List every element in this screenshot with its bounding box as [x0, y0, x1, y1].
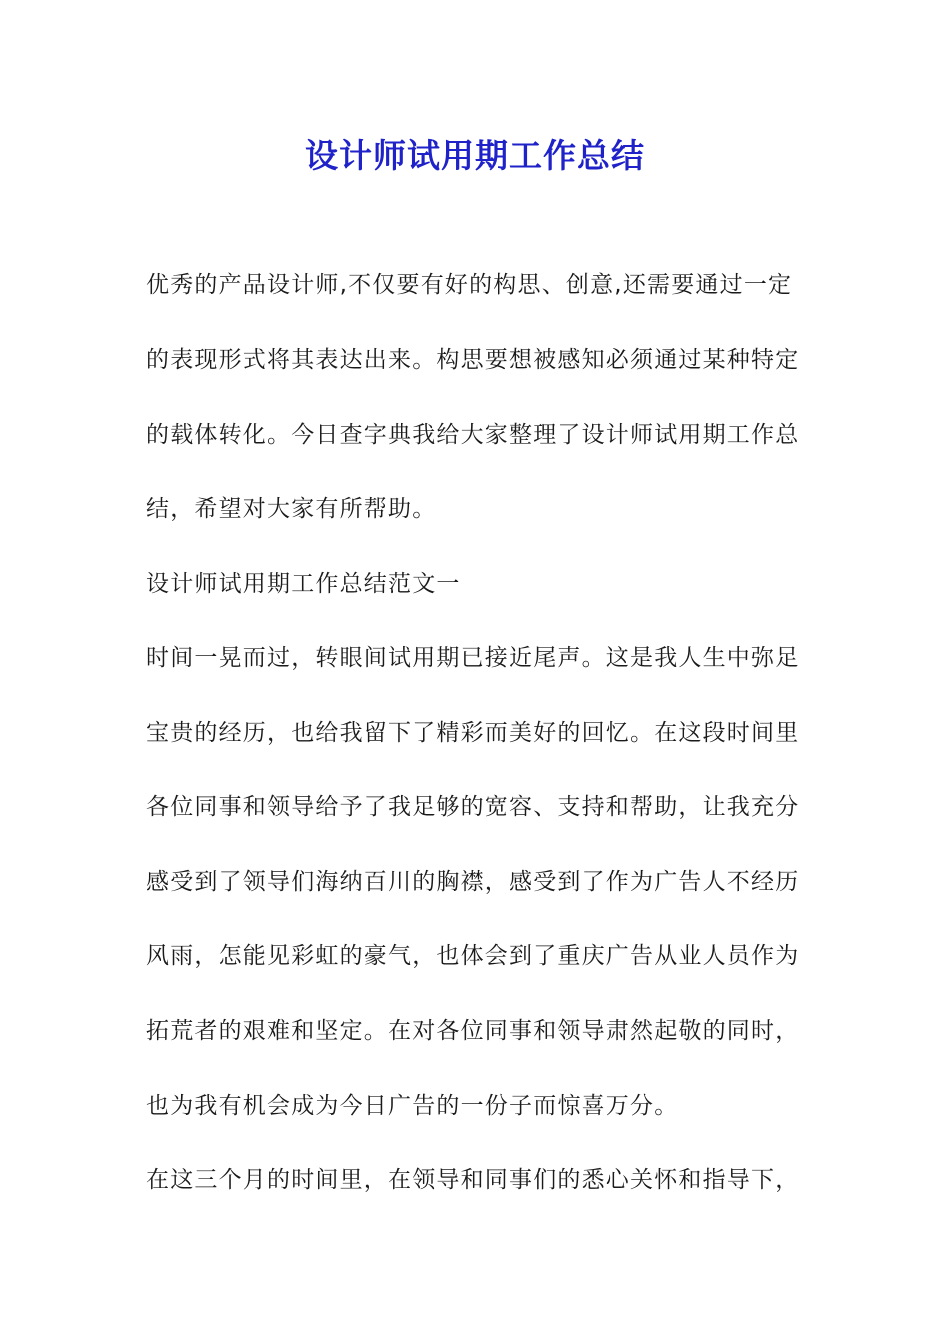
body-line-2: 宝贵的经历，也给我留下了精彩而美好的回忆。在这段时间里 — [146, 720, 800, 746]
intro-line-1: 优秀的产品设计师,不仅要有好的构思、创意,还需要通过一定 — [146, 272, 793, 298]
section-heading: 设计师试用期工作总结范文一 — [146, 571, 461, 597]
body-line-5: 风雨，怎能见彩虹的豪气，也体会到了重庆广告从业人员作为 — [146, 943, 800, 969]
intro-line-4: 结，希望对大家有所帮助。 — [146, 496, 437, 522]
body-line-4: 感受到了领导们海纳百川的胸襟，感受到了作为广告人不经历 — [146, 869, 800, 895]
body-line-7: 也为我有机会成为今日广告的一份子而惊喜万分。 — [146, 1093, 679, 1119]
body-line-3: 各位同事和领导给予了我足够的宽容、支持和帮助，让我充分 — [146, 794, 800, 820]
body-line-8: 在这三个月的时间里，在领导和同事们的悉心关怀和指导下， — [146, 1167, 800, 1193]
document-title: 设计师试用期工作总结 — [305, 136, 645, 175]
intro-line-2: 的表现形式将其表达出来。构思要想被感知必须通过某种特定 — [146, 347, 800, 373]
intro-line-3: 的载体转化。今日查字典我给大家整理了设计师试用期工作总 — [146, 422, 800, 448]
body-line-6: 拓荒者的艰难和坚定。在对各位同事和领导肃然起敬的同时， — [146, 1018, 800, 1044]
body-line-1: 时间一晃而过，转眼间试用期已接近尾声。这是我人生中弥足 — [146, 645, 800, 671]
